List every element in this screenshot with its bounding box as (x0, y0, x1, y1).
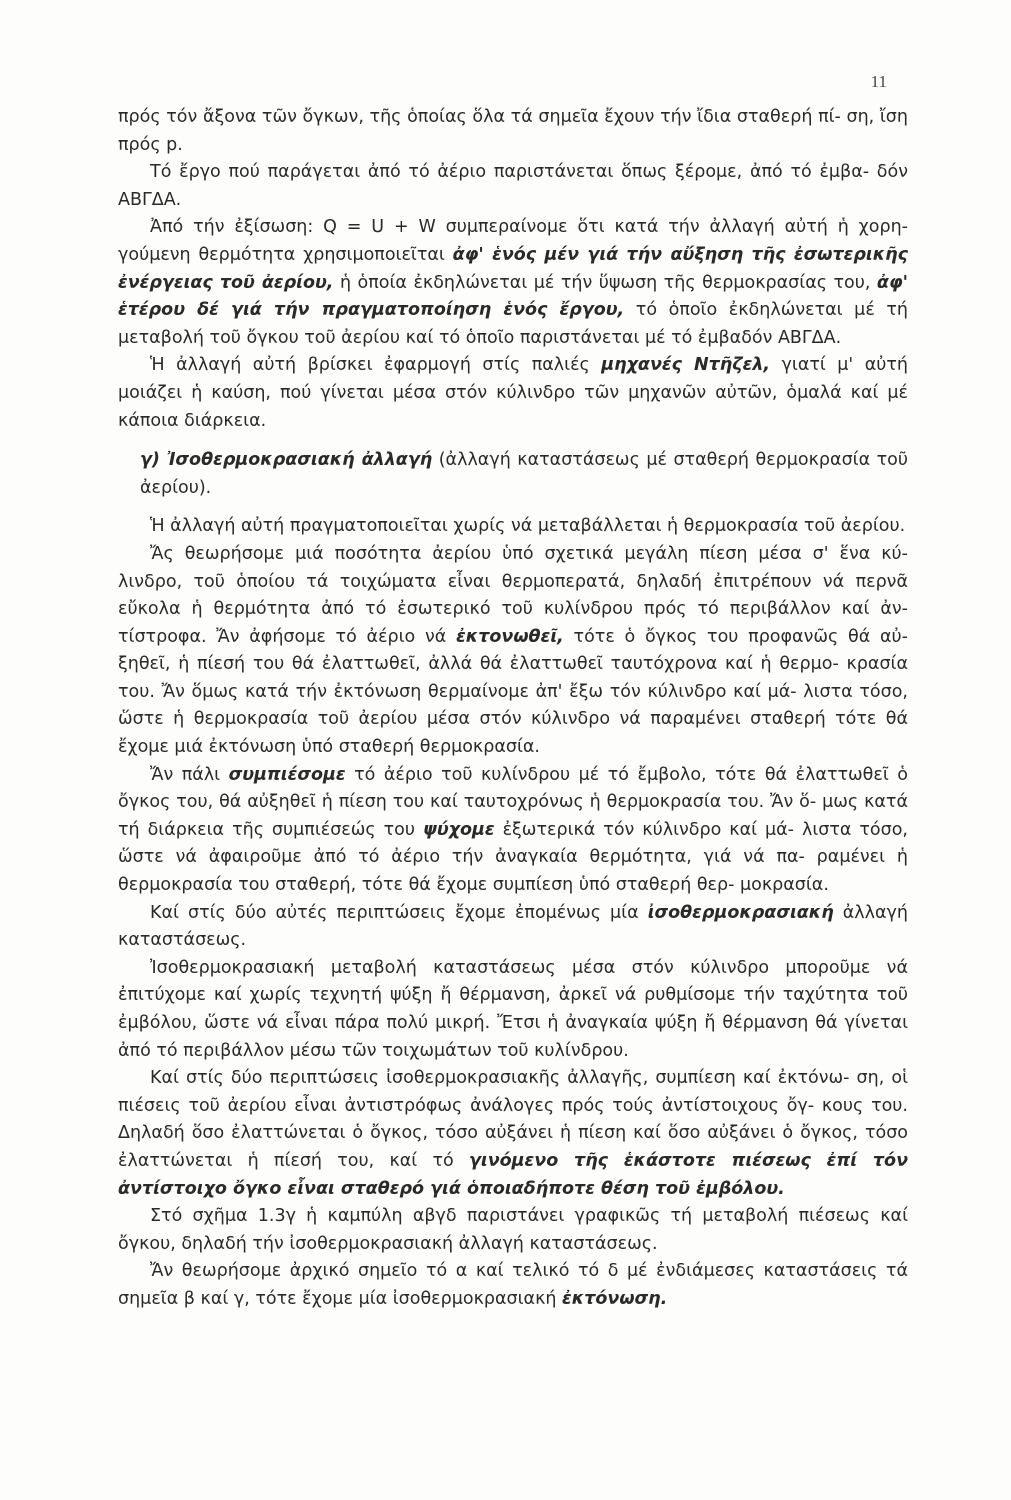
text-run: Ἄν θεωρήσομε ἀρχικό σημεῖο τό α καί τελικό τό δ μέ ἐνδιάμεσες καταστάσεις τά σημεῖα β καί γ, τότε ἔχομε μία ἰσοθερμοκρασιακή (118, 1261, 908, 1309)
paragraph (118, 214, 908, 352)
emphasis-text: ἐκτονωθεῖ, (456, 626, 564, 647)
emphasis-text: ἀφ' ἑνός μέν γιά τήν αὔξηση τῆς ἐσωτερικῆς ἐνέργειας τοῦ ἀερίου, (118, 244, 909, 293)
text-run: πρός τόν ἄξονα τῶν ὄγκων, τῆς ὁποίας ὅλα τά σημεῖα ἔχουν τήν ἴδια σταθερή πί- ση, ἴση πρός p. (118, 107, 908, 155)
paragraph (118, 513, 908, 541)
text-run: Ἄν πάλι (150, 764, 229, 785)
text-run: τό ἀέριο τοῦ κυλίνδρου μέ τό ἔμβολο, τότε θά ἐλαττωθεῖ ὁ ὄγκος του, θά αὐξηθεῖ ἡ πίεση του καί ταυτοχρόνως ἡ θερμοκρασία του. Ἄν ὅ- μως κατά τή διάρκεια τῆς συμπιέσεώς του (118, 764, 908, 840)
text-run: Καί στίς δύο αὐτές περιπτώσεις ἔχομε ἐπομένως μία (150, 902, 648, 923)
text-run: Στό σχῆμα 1.3γ ἡ καμπύλη αβγδ παριστάνει γραφικῶς τή μεταβολή πιέσεως καί ὄγκου, δηλαδή τήν ἰσοθερμοκρασιακή ἀλλαγή καταστάσεως. (118, 1206, 908, 1254)
text-run: Ἡ ἀλλαγή αὐτή πραγματοποιεῖται χωρίς νά μεταβάλλεται ἡ θερμοκρασία τοῦ ἀερίου. (150, 516, 906, 537)
text-run: Καί στίς δύο περιπτώσεις ἰσοθερμοκρασιακῆς ἀλλαγῆς, συμπίεση καί ἐκτόνω- ση, οἱ πιέσεις τοῦ ἀερίου εἶναι ἀντιστρόφως ἀνάλογες πρός τούς ἀντίστοιχους ὄγ- κους του. Δηλαδή ὅσο ἐλαττώνεται ὁ ὄγκος, τόσο αὐξάνει ἡ πίεση καί ὅσο αὐξάνει ὁ ὄγκος, τόσο ἐλαττώνεται ἡ πίεσή του, καί τό (118, 1068, 908, 1171)
paragraph (118, 762, 908, 900)
emphasis-text: γινόμενο τῆς ἑκάστοτε πιέσεως ἐπί τόν ἀντίστοιχο ὄγκο εἶναι σταθερό γιά ὁποιαδήποτε θέση τοῦ ἐμβόλου. (118, 1150, 908, 1199)
section-heading (118, 447, 908, 502)
paragraph (118, 1203, 908, 1258)
paragraph (118, 541, 908, 762)
text-run: ἀλλαγή καταστάσεως. (118, 902, 908, 951)
page-body (118, 104, 908, 1314)
page-number: 11 (870, 72, 887, 91)
emphasis-text: ἰσοθερμοκρασιακή (647, 902, 834, 923)
paragraph (118, 159, 908, 214)
text-run: Ἄς θεωρήσομε μιά ποσότητα ἀερίου ὑπό σχετικά μεγάλη πίεση μέσα σ' ἕνα κύ- λινδρο, τοῦ ὁποίου τά τοιχώματα εἶναι θερμοπερατά, δηλαδή ἐπιτρέπουν νά περνᾶ εὔκολα ἡ θερμότητα ἀπό τό ἐσωτερικό τοῦ κυλίνδρου πρός τό περιβάλλον καί ἀν- τίστροφα. Ἄν ἀφήσομε τό ἀέριο νά (118, 543, 908, 647)
text-run: Ἀπό τήν ἐξίσωση: Q = U + W συμπεραίνομε ὅτι κατά τήν ἀλλαγή αὐτή ἡ χορη- γούμενη θερμότητα χρησιμοποιεῖται (118, 217, 908, 265)
text-run: Ἡ ἀλλαγή αὐτή βρίσκει ἐφαρμογή στίς παλιές (150, 355, 602, 376)
emphasis-text: ἐκτόνωση. (562, 1288, 668, 1309)
text-run: (ἀλλαγή καταστάσεως μέ σταθερή θερμοκρασία τοῦ ἀερίου). (140, 450, 908, 498)
text-run: τό ὁποῖο ἐκδηλώνεται μέ τή μεταβολή τοῦ ὄγκου τοῦ ἀερίου καί τό ὁποῖο παριστάνεται μέ τό ἐμβαδόν ΑΒΓΔΑ. (118, 300, 908, 348)
text-run: γιατί μ' αὐτή μοιάζει ἡ καύση, πού γίνεται μέσα στόν κύλινδρο τῶν μηχανῶν αὐτῶν, ὁμαλά καί μέ κάποια διάρκεια. (118, 355, 908, 431)
text-run: Τό ἔργο πού παράγεται ἀπό τό ἀέριο παριστάνεται ὅπως ξέρομε, ἀπό τό ἐμβα- δόν ΑΒΓΔΑ. (118, 162, 908, 210)
emphasis-text: γ) Ἰσοθερμοκρασιακή ἀλλαγή (140, 450, 433, 471)
paragraph (118, 352, 908, 435)
emphasis-text: ἀφ' ἑτέρου δέ γιά τήν πραγματοποίηση ἑνός ἔργου, (118, 272, 908, 321)
text-run: ἐξωτερικά τόν κύλινδρο καί μά- λιστα τόσο, ὥστε νά ἀφαιροῦμε ἀπό τό ἀέριο τήν ἀναγκαία θερμότητα, γιά νά πα- ραμένει ἡ θερμοκρασία του σταθερή, τότε θά ἔχομε συμπίεση ὑπό σταθερή θερ- μοκρασία. (118, 819, 908, 896)
text-run: Ἰσοθερμοκρασιακή μεταβολή καταστάσεως μέσα στόν κύλινδρο μποροῦμε νά ἐπιτύχομε καί χωρίς τεχνητή ψύξη ἤ θέρμανση, ἀρκεῖ νά ρυθμίσομε τήν ταχύτητα τοῦ ἐμβόλου, ὥστε νά εἶναι πάρα πολύ μικρή. Ἔτσι ἡ ἀναγκαία ψύξη ἤ θέρμανση θά γίνεται ἀπό τό περιβάλλον μέσω τῶν τοιχωμάτων τοῦ κυλίνδρου. (118, 957, 908, 1061)
paragraph (118, 955, 908, 1065)
paragraph (118, 1258, 908, 1313)
emphasis-text: συμπιέσομε (228, 764, 346, 785)
emphasis-text: μηχανές Ντῆζελ, (601, 355, 771, 376)
text-run: ἡ ὁποία ἐκδηλώνεται μέ τήν ὕψωση τῆς θερμοκρασίας του, (333, 272, 877, 293)
paragraph (118, 104, 908, 159)
paragraph (118, 1065, 908, 1203)
paragraph (118, 900, 908, 955)
text-run: τότε ὁ ὄγκος του προφανῶς θά αὐ- ξηθεῖ, ἡ πίεσή του θά ἐλαττωθεῖ, ἀλλά θά ἐλαττωθεῖ ταυτόχρονα καί ἡ θερμο- κρασία του. Ἄν ὅμως κατά τήν ἐκτόνωση θερμαίνομε ἀπ' ἔξω τόν κύλινδρο καί μά- λιστα τόσο, ὥστε ἡ θερμοκρασία τοῦ ἀερίου μέσα στόν κύλινδρο νά παραμένει σταθερή τότε θά ἔχομε μιά ἐκτόνωση ὑπό σταθερή θερμοκρασία. (118, 626, 908, 758)
emphasis-text: ψύχομε (422, 819, 495, 840)
